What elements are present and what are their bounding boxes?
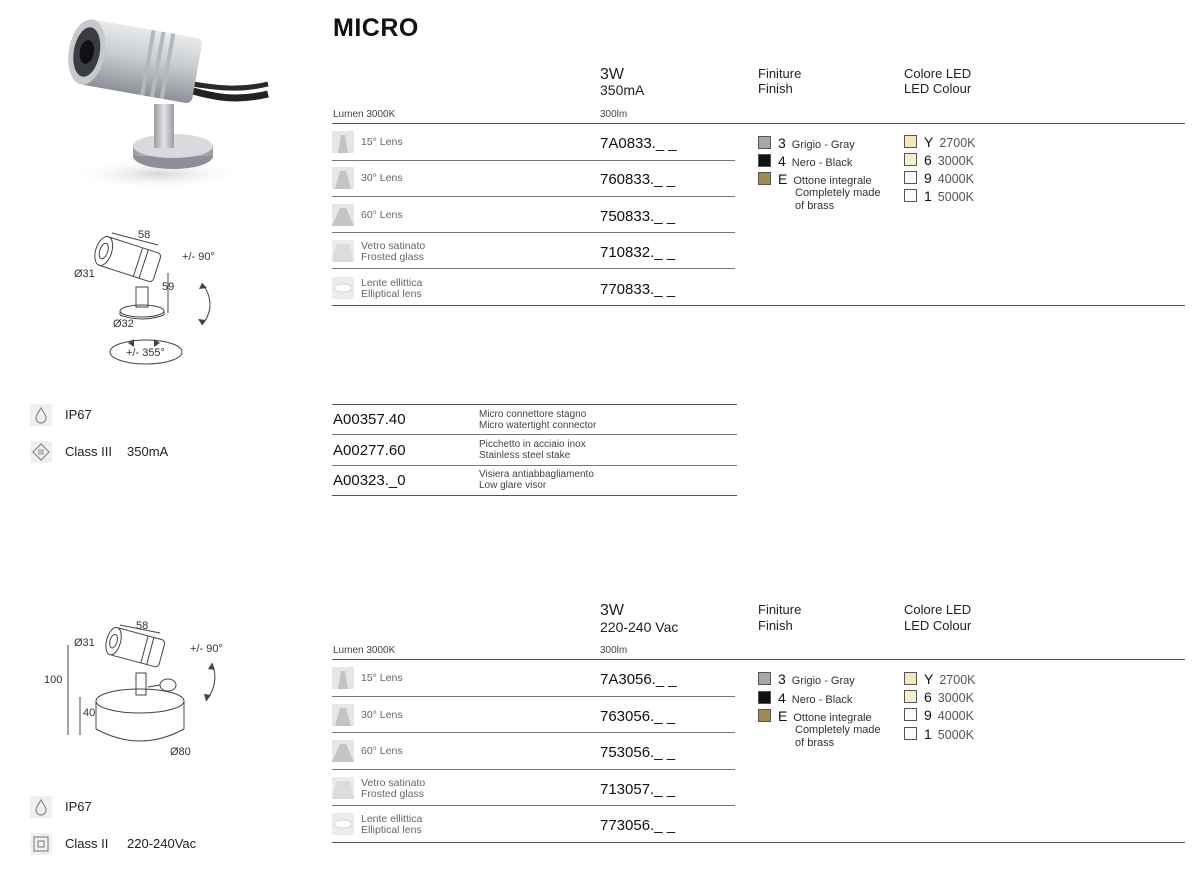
product-code: 770833._ _	[600, 281, 676, 298]
accessory-code: A00357.40	[333, 411, 406, 428]
table-row	[332, 733, 735, 769]
finish-swatch	[758, 154, 771, 167]
finish-header-it-2: Finiture	[758, 602, 802, 617]
colour-item: 6 3000K	[904, 152, 974, 168]
finish-header-en-1: Finish	[758, 81, 793, 96]
product-code: 763056._ _	[600, 708, 676, 725]
product-code: 710832._ _	[600, 244, 676, 261]
dimension-diagram-2	[40, 615, 240, 765]
finish-brass-note: Completely made of brass	[795, 724, 881, 749]
table-row	[332, 270, 735, 306]
finish-item: E Ottone integrale	[758, 171, 872, 187]
lens-label: Lente ellittica Elliptical lens	[361, 277, 423, 300]
frosted-glass-icon	[332, 777, 354, 799]
lens-label: 60° Lens	[361, 209, 403, 221]
lens-label: 15° Lens	[361, 136, 403, 148]
colour-item: 6 3000K	[904, 689, 974, 705]
elliptical-lens-icon	[332, 813, 354, 835]
class-ii-icon	[30, 833, 52, 855]
product-code: 773056._ _	[600, 817, 676, 834]
divider	[332, 434, 737, 435]
accessory-desc: Picchetto in acciaio inox Stainless steel stake	[479, 439, 586, 461]
ip-drop-icon	[30, 404, 52, 426]
colour-item: 9 4000K	[904, 707, 974, 723]
dim-base-diameter-1: Ø32	[113, 318, 134, 330]
lens-label: 30° Lens	[361, 172, 403, 184]
colour-header-en-2: LED Colour	[904, 618, 972, 633]
colour-item: 9 4000K	[904, 170, 974, 186]
divider	[332, 404, 737, 405]
divider	[332, 268, 735, 269]
colour-item: Y 2700K	[904, 671, 976, 687]
current-header-1: 350mA	[600, 82, 645, 98]
table-row	[332, 697, 735, 733]
ip-rating-1: IP67	[65, 407, 92, 422]
lens-label: Vetro satinato Frosted glass	[361, 240, 426, 263]
ip-rating-2: IP67	[65, 799, 92, 814]
ip-drop-icon	[30, 796, 52, 818]
accessory-code: A00323._0	[333, 472, 406, 489]
table-row	[332, 770, 735, 806]
finish-header-en-2: Finish	[758, 618, 793, 633]
finish-item: 4 Nero - Black	[758, 153, 852, 169]
colour-swatch	[904, 690, 917, 703]
dim-total-height-2: 100	[44, 674, 63, 686]
colour-swatch	[904, 189, 917, 202]
finish-swatch	[758, 172, 771, 185]
lens-label: 15° Lens	[361, 672, 403, 684]
divider	[332, 495, 737, 496]
lens-label: 60° Lens	[361, 745, 403, 757]
colour-swatch	[904, 727, 917, 740]
class-1: Class III	[65, 444, 112, 459]
lumen-value-2: 300lm	[600, 645, 628, 656]
product-code: 713057._ _	[600, 781, 676, 798]
colour-header-it-2: Colore LED	[904, 602, 972, 617]
dim-rotation-1: +/- 355°	[126, 347, 165, 359]
table-row	[332, 660, 735, 696]
colour-swatch	[904, 135, 917, 148]
dim-head-diameter-2: Ø31	[74, 637, 95, 649]
table-row	[332, 806, 735, 842]
colour-header-it-1: Colore LED	[904, 66, 972, 81]
finish-swatch	[758, 691, 771, 704]
lumen-value-1: 300lm	[600, 109, 628, 120]
dim-length-1: 58	[138, 229, 151, 241]
accessory-desc: Visiera antiabbagliamento Low glare visor	[479, 469, 594, 491]
product-photo	[28, 6, 273, 196]
lens-15-icon	[332, 131, 354, 153]
power-2: 3W	[600, 602, 624, 619]
table-row	[332, 160, 735, 196]
colour-item: 1 5000K	[904, 188, 974, 204]
dim-tilt-2: +/- 90°	[190, 643, 223, 655]
table-row	[332, 124, 735, 160]
lens-label: Lente ellittica Elliptical lens	[361, 813, 423, 836]
voltage-header-2: 220-240 Vac	[600, 619, 679, 635]
current-1: 350mA	[127, 444, 169, 459]
dim-length-2: 58	[136, 620, 149, 632]
lumen-label-2: Lumen 3000K	[333, 645, 396, 656]
colour-header-en-1: LED Colour	[904, 81, 972, 96]
dimension-diagram-1	[70, 225, 300, 375]
product-code: 753056._ _	[600, 744, 676, 761]
divider	[332, 842, 1185, 843]
dim-base-height-2: 40	[83, 707, 96, 719]
dim-base-diameter-2: Ø80	[170, 746, 191, 758]
lumen-label-1: Lumen 3000K	[333, 109, 396, 120]
finish-item: 3 Grigio - Gray	[758, 671, 855, 687]
lens-60-icon	[332, 740, 354, 762]
product-code: 750833._ _	[600, 208, 676, 225]
class-iii-icon	[30, 441, 52, 463]
product-code: 7A3056._ _	[600, 671, 677, 688]
accessory-code: A00277.60	[333, 442, 406, 459]
elliptical-lens-icon	[332, 277, 354, 299]
product-code: 7A0833._ _	[600, 135, 677, 152]
lens-30-icon	[332, 704, 354, 726]
table-row	[332, 233, 735, 269]
finish-swatch	[758, 136, 771, 149]
lens-label: Vetro satinato Frosted glass	[361, 777, 426, 800]
colour-item: Y 2700K	[904, 134, 976, 150]
lens-60-icon	[332, 204, 354, 226]
finish-item: 4 Nero - Black	[758, 690, 852, 706]
colour-swatch	[904, 672, 917, 685]
dim-height-1: 59	[162, 281, 175, 293]
finish-swatch	[758, 672, 771, 685]
dim-tilt-1: +/- 90°	[182, 251, 215, 263]
finish-item: 3 Grigio - Gray	[758, 135, 855, 151]
finish-swatch	[758, 709, 771, 722]
voltage-2: 220-240Vac	[127, 836, 197, 851]
page-title: MICRO	[333, 14, 419, 42]
divider	[332, 305, 1185, 306]
finish-header-it-1: Finiture	[758, 66, 802, 81]
dim-head-diameter-1: Ø31	[74, 268, 95, 280]
product-code: 760833._ _	[600, 171, 676, 188]
colour-swatch	[904, 708, 917, 721]
accessory-desc: Micro connettore stagno Micro watertight connector	[479, 409, 597, 431]
lens-15-icon	[332, 667, 354, 689]
class-2: Class II	[65, 836, 109, 851]
finish-brass-note: Completely made of brass	[795, 187, 881, 212]
colour-swatch	[904, 171, 917, 184]
colour-item: 1 5000K	[904, 726, 974, 742]
colour-swatch	[904, 153, 917, 166]
table-row	[332, 197, 735, 233]
lens-label: 30° Lens	[361, 709, 403, 721]
finish-item: E Ottone integrale	[758, 708, 872, 724]
frosted-glass-icon	[332, 240, 354, 262]
lens-30-icon	[332, 167, 354, 189]
divider	[332, 465, 737, 466]
power-1: 3W	[600, 66, 624, 83]
